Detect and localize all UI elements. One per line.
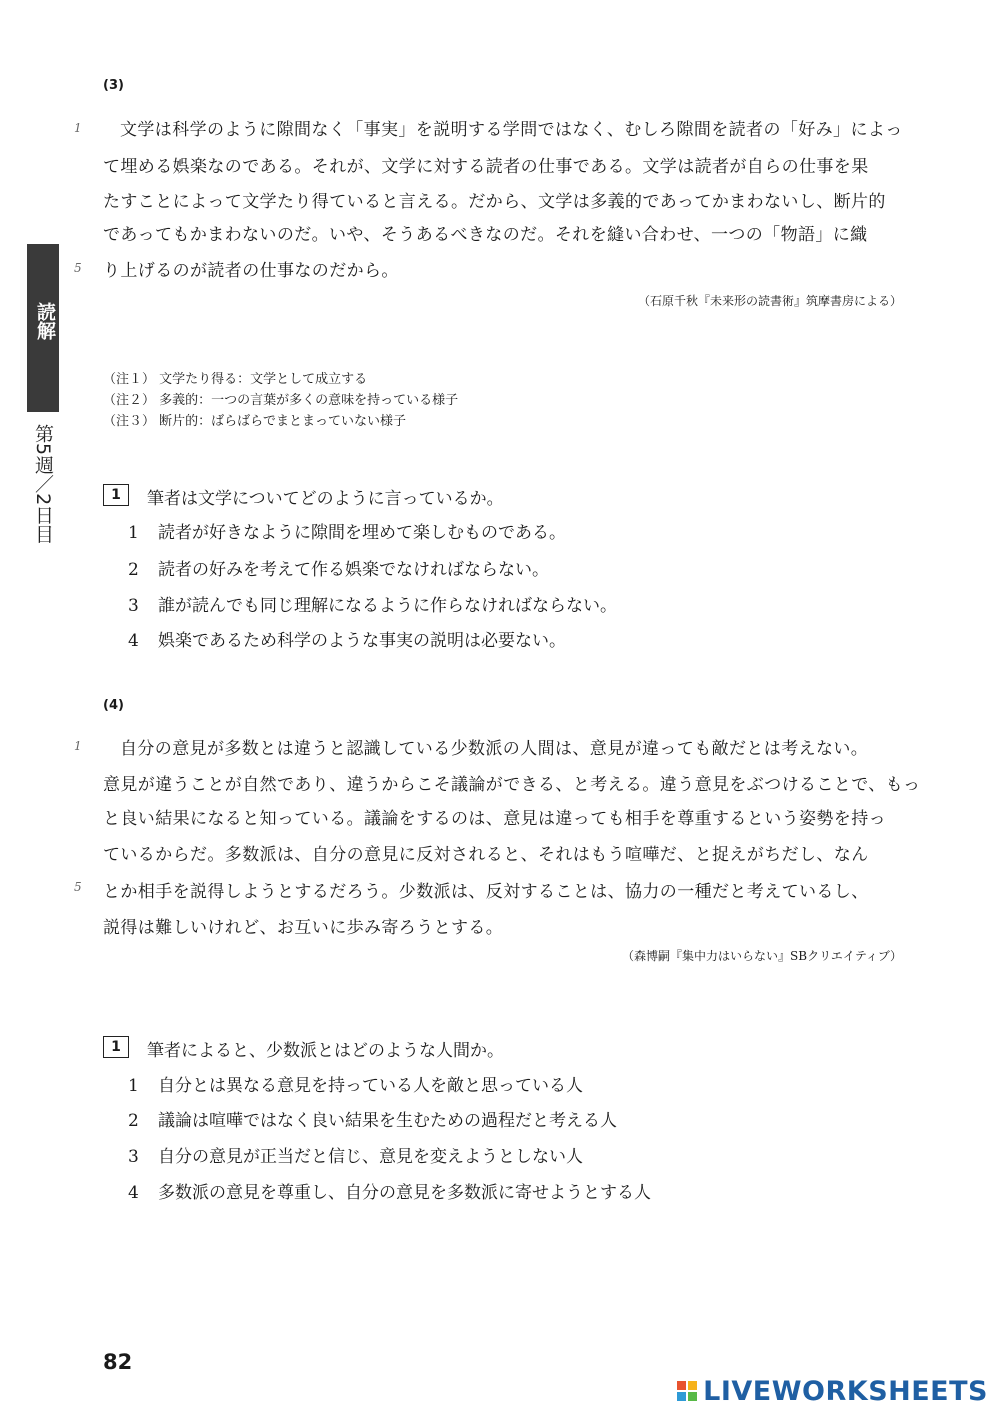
line-number: 1: [74, 121, 82, 135]
logo-square: [688, 1381, 697, 1390]
passage-line: とか相手を説得しようとするだろう。少数派は、反対することは、協力の一種だと考えているし、: [103, 882, 869, 902]
passage-line: であってもかまわないのだ。いや、そうあるべきなのだ。それを縫い合わせ、一つの「物語」に織: [103, 225, 868, 245]
question-number-box: 1: [103, 484, 129, 506]
brand-watermark[interactable]: [677, 1374, 988, 1408]
passage-line: り上げるのが読者の仕事なのだから。: [103, 261, 399, 281]
section-3-source: （石原千秋『未来形の読書術』筑摩書房による）: [637, 294, 902, 308]
question-text: 筆者によると、少数派とはどのような人間か。: [147, 1041, 504, 1061]
passage-line: 文学は科学のように隙間なく「事実」を説明する学問ではなく、むしろ隙間を読者の「好み」によっ: [120, 120, 903, 140]
passage-line: 説得は難しいけれど、お互いに歩み寄ろうとする。: [103, 918, 504, 938]
logo-square: [677, 1392, 686, 1401]
question-number-box: 1: [103, 1036, 129, 1058]
page-number: 82: [103, 1350, 133, 1374]
answer-option-2[interactable]: 2 読者の好みを考えて作る娯楽でなければならない。: [128, 560, 549, 580]
answer-option-3[interactable]: 3 誰が読んでも同じ理解になるように作らなければならない。: [128, 596, 617, 616]
line-number: 5: [74, 261, 82, 275]
liveworksheets-logo-icon: [677, 1381, 697, 1401]
logo-square: [688, 1392, 697, 1401]
passage-line: と良い結果になると知っている。議論をするのは、意見は違っても相手を尊重するという姿勢を持っ: [103, 809, 886, 829]
passage-line: て埋める娯楽なのである。それが、文学に対する読者の仕事である。文学は読者が自らの仕事を果: [103, 157, 869, 177]
question-text: 筆者は文学についてどのように言っているか。: [147, 489, 504, 509]
side-tab-label: 読解: [34, 302, 56, 340]
passage-line: たすことによって文学たり得ていると言える。だから、文学は多義的であってかまわないし、断片的: [103, 192, 886, 212]
side-week-label: 第5週／2日目: [32, 424, 54, 544]
passage-line: 自分の意見が多数とは違うと認識している少数派の人間は、意見が違っても敵だとは考えない。: [120, 739, 869, 759]
side-tab: [27, 244, 59, 412]
note: （注３） 断片的：ばらばらでまとまっていない様子: [103, 414, 407, 429]
answer-option-1[interactable]: 1 自分とは異なる意見を持っている人を敵と思っている人: [128, 1076, 583, 1096]
passage-line: 意見が違うことが自然であり、違うからこそ議論ができる、と考える。違う意見をぶつけることで、もっ: [103, 775, 921, 795]
logo-square: [677, 1381, 686, 1390]
answer-option-4[interactable]: 4 娯楽であるため科学のような事実の説明は必要ない。: [128, 631, 566, 651]
section-4-source: （森博嗣『集中力はいらない』SBクリエイティブ）: [622, 949, 902, 963]
section-4-number: (4): [103, 698, 124, 713]
line-number: 1: [74, 739, 82, 753]
answer-option-4[interactable]: 4 多数派の意見を尊重し、自分の意見を多数派に寄せようとする人: [128, 1183, 651, 1203]
note: （注２） 多義的：一つの言葉が多くの意味を持っている様子: [103, 393, 459, 408]
answer-option-1[interactable]: 1 読者が好きなように隙間を埋めて楽しむものである。: [128, 523, 566, 543]
brand-name: LIVEWORKSHEETS: [703, 1375, 988, 1407]
line-number: 5: [74, 880, 82, 894]
answer-option-2[interactable]: 2 議論は喧嘩ではなく良い結果を生むための過程だと考える人: [128, 1111, 617, 1131]
passage-line: ているからだ。多数派は、自分の意見に反対されると、それはもう喧嘩だ、と捉えがちだし、なん: [103, 845, 869, 865]
note: （注１） 文学たり得る：文学として成立する: [103, 372, 368, 387]
section-3-number: (3): [103, 78, 124, 93]
answer-option-3[interactable]: 3 自分の意見が正当だと信じ、意見を変えようとしない人: [128, 1147, 583, 1167]
